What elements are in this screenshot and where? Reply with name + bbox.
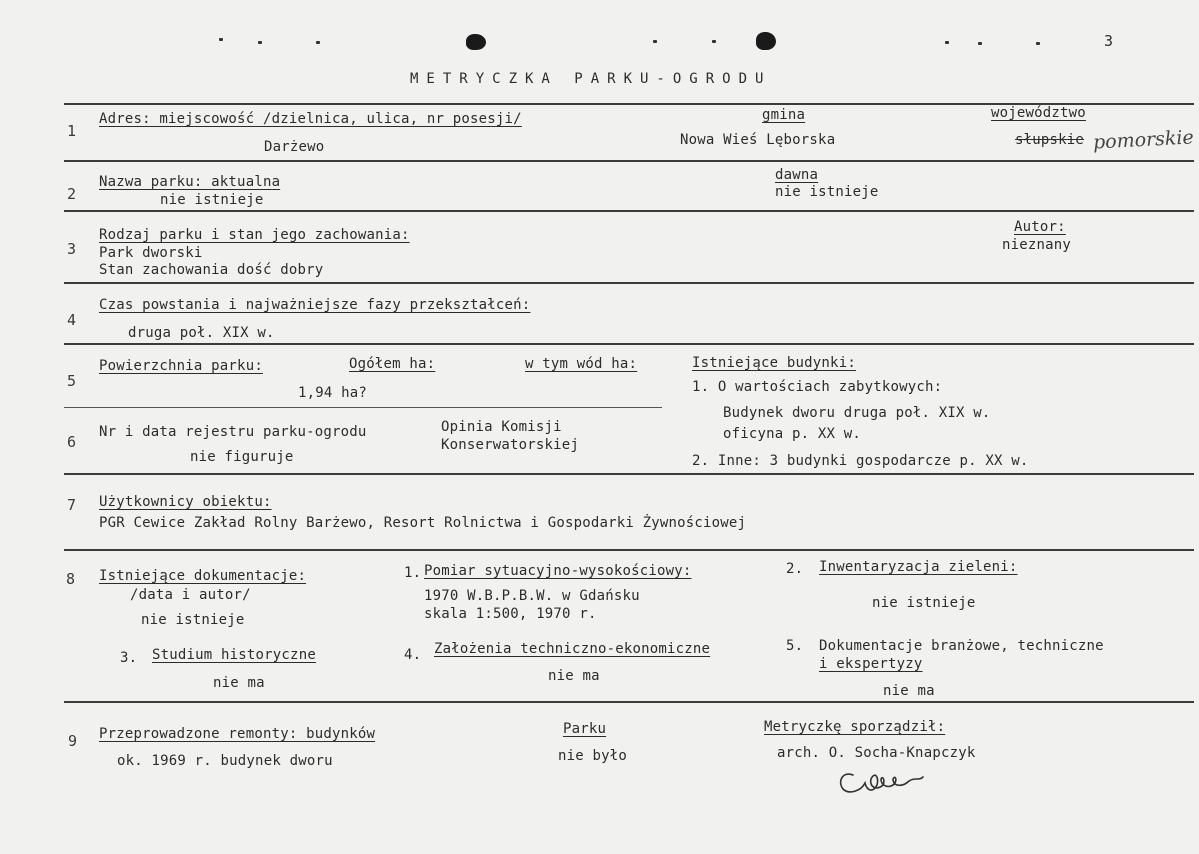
scan-mark — [258, 41, 262, 44]
author-value: nieznany — [1002, 237, 1072, 253]
ink-blot — [466, 34, 486, 50]
origin-phases-value: druga poł. XIX w. — [128, 325, 275, 341]
page-number: 3 — [1104, 32, 1114, 50]
documentation-sublabel: /data i autor/ — [130, 587, 251, 603]
doc-item-number: 4. — [404, 647, 422, 663]
doc-item-number: 5. — [786, 638, 804, 654]
row-number: 7 — [67, 496, 77, 514]
row-divider — [64, 343, 1194, 345]
repairs-value: ok. 1969 r. budynek dworu — [117, 753, 333, 769]
row-number: 4 — [67, 311, 77, 329]
scan-mark — [978, 42, 982, 45]
gmina-value: Nowa Wieś Lęborska — [680, 132, 836, 148]
row-divider — [64, 549, 1194, 551]
row-divider — [64, 407, 662, 408]
origin-phases-label: Czas powstania i najważniejsze fazy przekształceń: — [99, 297, 531, 313]
address-label: Adres: miejscowość /dzielnica, ulica, nr posesji/ — [99, 111, 522, 127]
technical-docs-label: i ekspertyzy — [819, 656, 923, 672]
doc-item-number: 1. — [404, 565, 422, 581]
row-divider — [64, 473, 1194, 475]
row-divider — [64, 282, 1194, 284]
address-value: Darżewo — [264, 139, 325, 155]
water-area-label: w tym wód ha: — [525, 356, 638, 372]
area-value: 1,94 ha? — [298, 385, 368, 401]
prepared-by-label: Metryczkę sporządził: — [764, 719, 946, 735]
technical-docs-value: nie ma — [883, 683, 935, 699]
documentation-label: Istniejące dokumentacje: — [99, 568, 307, 584]
commission-opinion-label: Konserwatorskiej — [441, 437, 580, 453]
row-number: 6 — [67, 433, 77, 451]
row-number: 5 — [67, 372, 77, 390]
survey-value: skala 1:500, 1970 r. — [424, 606, 597, 622]
ink-blot — [756, 32, 776, 50]
prepared-by-value: arch. O. Socha-Knapczyk — [777, 745, 976, 761]
park-name-value: nie istnieje — [160, 192, 264, 208]
survey-value: 1970 W.B.P.B.W. w Gdańsku — [424, 588, 640, 604]
park-name-label: Nazwa parku: aktualna — [99, 174, 281, 190]
register-label: Nr i data rejestru parku-ogrodu — [99, 424, 367, 440]
row-number: 1 — [67, 122, 77, 140]
scan-mark — [1036, 42, 1040, 45]
row-number: 2 — [67, 185, 77, 203]
existing-buildings-label: Istniejące budynki: — [692, 355, 856, 371]
scan-mark — [712, 40, 716, 43]
signature — [835, 765, 930, 800]
other-buildings-value: 2. Inne: 3 budynki gospodarcze p. XX w. — [692, 453, 1029, 469]
historic-building-item: oficyna p. XX w. — [723, 426, 862, 442]
row-divider — [64, 160, 1194, 162]
park-repairs-label: Parku — [563, 721, 607, 737]
users-value: PGR Cewice Zakład Rolny Barżewo, Resort Rolnictwa i Gospodarki Żywnościowej — [99, 515, 747, 531]
former-name-label: dawna — [775, 167, 819, 183]
voivodeship-label: województwo — [991, 105, 1086, 121]
scan-mark — [316, 41, 320, 44]
preservation-state-value: Stan zachowania dość dobry — [99, 262, 324, 278]
historical-study-label: Studium historyczne — [152, 647, 316, 663]
greenery-inventory-label: Inwentaryzacja zieleni: — [819, 559, 1018, 575]
doc-item-number: 2. — [786, 561, 804, 577]
scan-mark — [945, 41, 949, 44]
historic-buildings-heading: 1. O wartościach zabytkowych: — [692, 379, 943, 395]
park-type-label: Rodzaj parku i stan jego zachowania: — [99, 227, 410, 243]
gmina-label: gmina — [762, 107, 806, 123]
row-divider — [64, 210, 1194, 212]
former-name-value: nie istnieje — [775, 184, 879, 200]
row-number: 8 — [66, 570, 76, 588]
technical-docs-label: Dokumentacje branżowe, techniczne — [819, 638, 1104, 654]
scan-mark — [219, 38, 223, 41]
row-divider — [64, 701, 1194, 703]
area-label: Powierzchnia parku: — [99, 358, 263, 374]
users-label: Użytkownicy obiektu: — [99, 494, 272, 510]
historic-building-item: Budynek dworu druga poł. XIX w. — [723, 405, 991, 421]
voivodeship-struck-value: słupskie — [1015, 132, 1085, 148]
register-value: nie figuruje — [190, 449, 294, 465]
row-number: 9 — [68, 732, 78, 750]
commission-opinion-label: Opinia Komisji — [441, 419, 562, 435]
park-repairs-value: nie było — [558, 748, 628, 764]
greenery-inventory-value: nie istnieje — [872, 595, 976, 611]
total-area-label: Ogółem ha: — [349, 356, 436, 372]
documentation-value: nie istnieje — [141, 612, 245, 628]
form-title: METRYCZKA PARKU-OGRODU — [410, 71, 772, 87]
tech-econ-assumptions-value: nie ma — [548, 668, 600, 684]
author-label: Autor: — [1014, 219, 1066, 235]
row-number: 3 — [67, 240, 77, 258]
repairs-label: Przeprowadzone remonty: budynków — [99, 726, 376, 742]
scan-mark — [653, 40, 657, 43]
doc-item-number: 3. — [120, 650, 138, 666]
survey-label: Pomiar sytuacyjno-wysokościowy: — [424, 563, 692, 579]
park-type-value: Park dworski — [99, 245, 203, 261]
tech-econ-assumptions-label: Założenia techniczno-ekonomiczne — [434, 641, 711, 657]
voivodeship-handwritten-value: pomorskie — [1092, 126, 1195, 154]
historical-study-value: nie ma — [213, 675, 265, 691]
